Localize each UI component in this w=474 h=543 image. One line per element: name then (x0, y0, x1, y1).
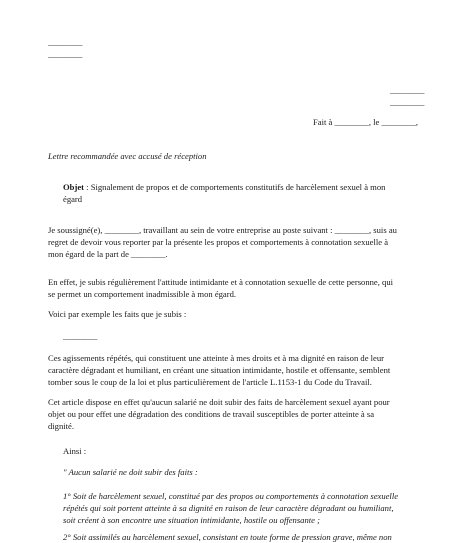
para5-line-2: objet ou pour effet une dégradation des conditions de travail susceptibles de porter atteinte à sa (48, 409, 375, 419)
para5-line-3: dignité. (48, 421, 75, 431)
para2-line-1: En effet, je subis régulièrement l'attitude intimidante et à connotation sexuelle de cette personne, qui (48, 277, 394, 287)
date-line: Fait à ________, le ________, (313, 117, 419, 127)
ainsi: Ainsi : (63, 446, 87, 456)
para5-line-1: Cet article dispose en effet qu'aucun salarié ne doit subir des faits de harcèlement sexuel ayant pour (48, 397, 390, 407)
quote2-line-1: 2° Soit assimilés au harcèlement sexuel, consistant en toute forme de pression grave, même non (63, 532, 392, 542)
para1-line-2: regret de devoir vous reporter par la présente les propos et comportements à connotation sexuelle à (48, 237, 389, 247)
quote-intro: " Aucun salarié ne doit subir des faits : (63, 467, 198, 477)
para1-line-3: mon égard de la part de ________. (48, 249, 168, 259)
quote1-line-3: soit créent à son encontre une situation intimidante, hostile ou offensante ; (63, 515, 320, 525)
mail-type: Lettre recommandée avec accusé de réception (48, 151, 207, 161)
para4-line-3: tomber sous le coup de la loi et plus particulièrement de l'article L.1153-1 du Code du Travail. (48, 377, 372, 387)
para3: Voici par exemple les faits que je subis : (48, 309, 187, 319)
subject-line-1 (63, 181, 385, 193)
quote1-line-2: répétés qui soit portent atteinte à sa dignité en raison de leur caractère dégradant ou humiliant, (63, 503, 394, 513)
para4-line-2: caractère dégradant et humiliant, en créant une situation intimidante, hostile et offensante, semblent (48, 365, 391, 375)
recipient-line-1: ________ (390, 85, 425, 95)
quote1-line-1: 1° Soit de harcèlement sexuel, constitué par des propos ou comportements à connotation sexuelle (63, 491, 399, 501)
para1-line-1: Je soussigné(e), ________, travaillant au sein de votre entreprise au poste suivant : ________, suis au (48, 225, 397, 235)
recipient-line-2: ________ (390, 97, 425, 107)
para2-line-2: se permet un comportement inadmissible à mon égard. (48, 289, 237, 299)
facts-line: ________ (63, 331, 98, 341)
subject-text: : Signalement de propos et de comportements constitutifs de harcèlement sexuel à mon (84, 182, 386, 192)
sender-line-1: ________ (48, 37, 83, 47)
subject-label: Objet (63, 182, 85, 192)
para4-line-1: Ces agissements répétés, qui constituent une atteinte à mes droits et à ma dignité en raison de leur (48, 353, 385, 363)
sender-line-2: ________ (48, 49, 83, 59)
subject-line-2: égard (63, 194, 83, 204)
